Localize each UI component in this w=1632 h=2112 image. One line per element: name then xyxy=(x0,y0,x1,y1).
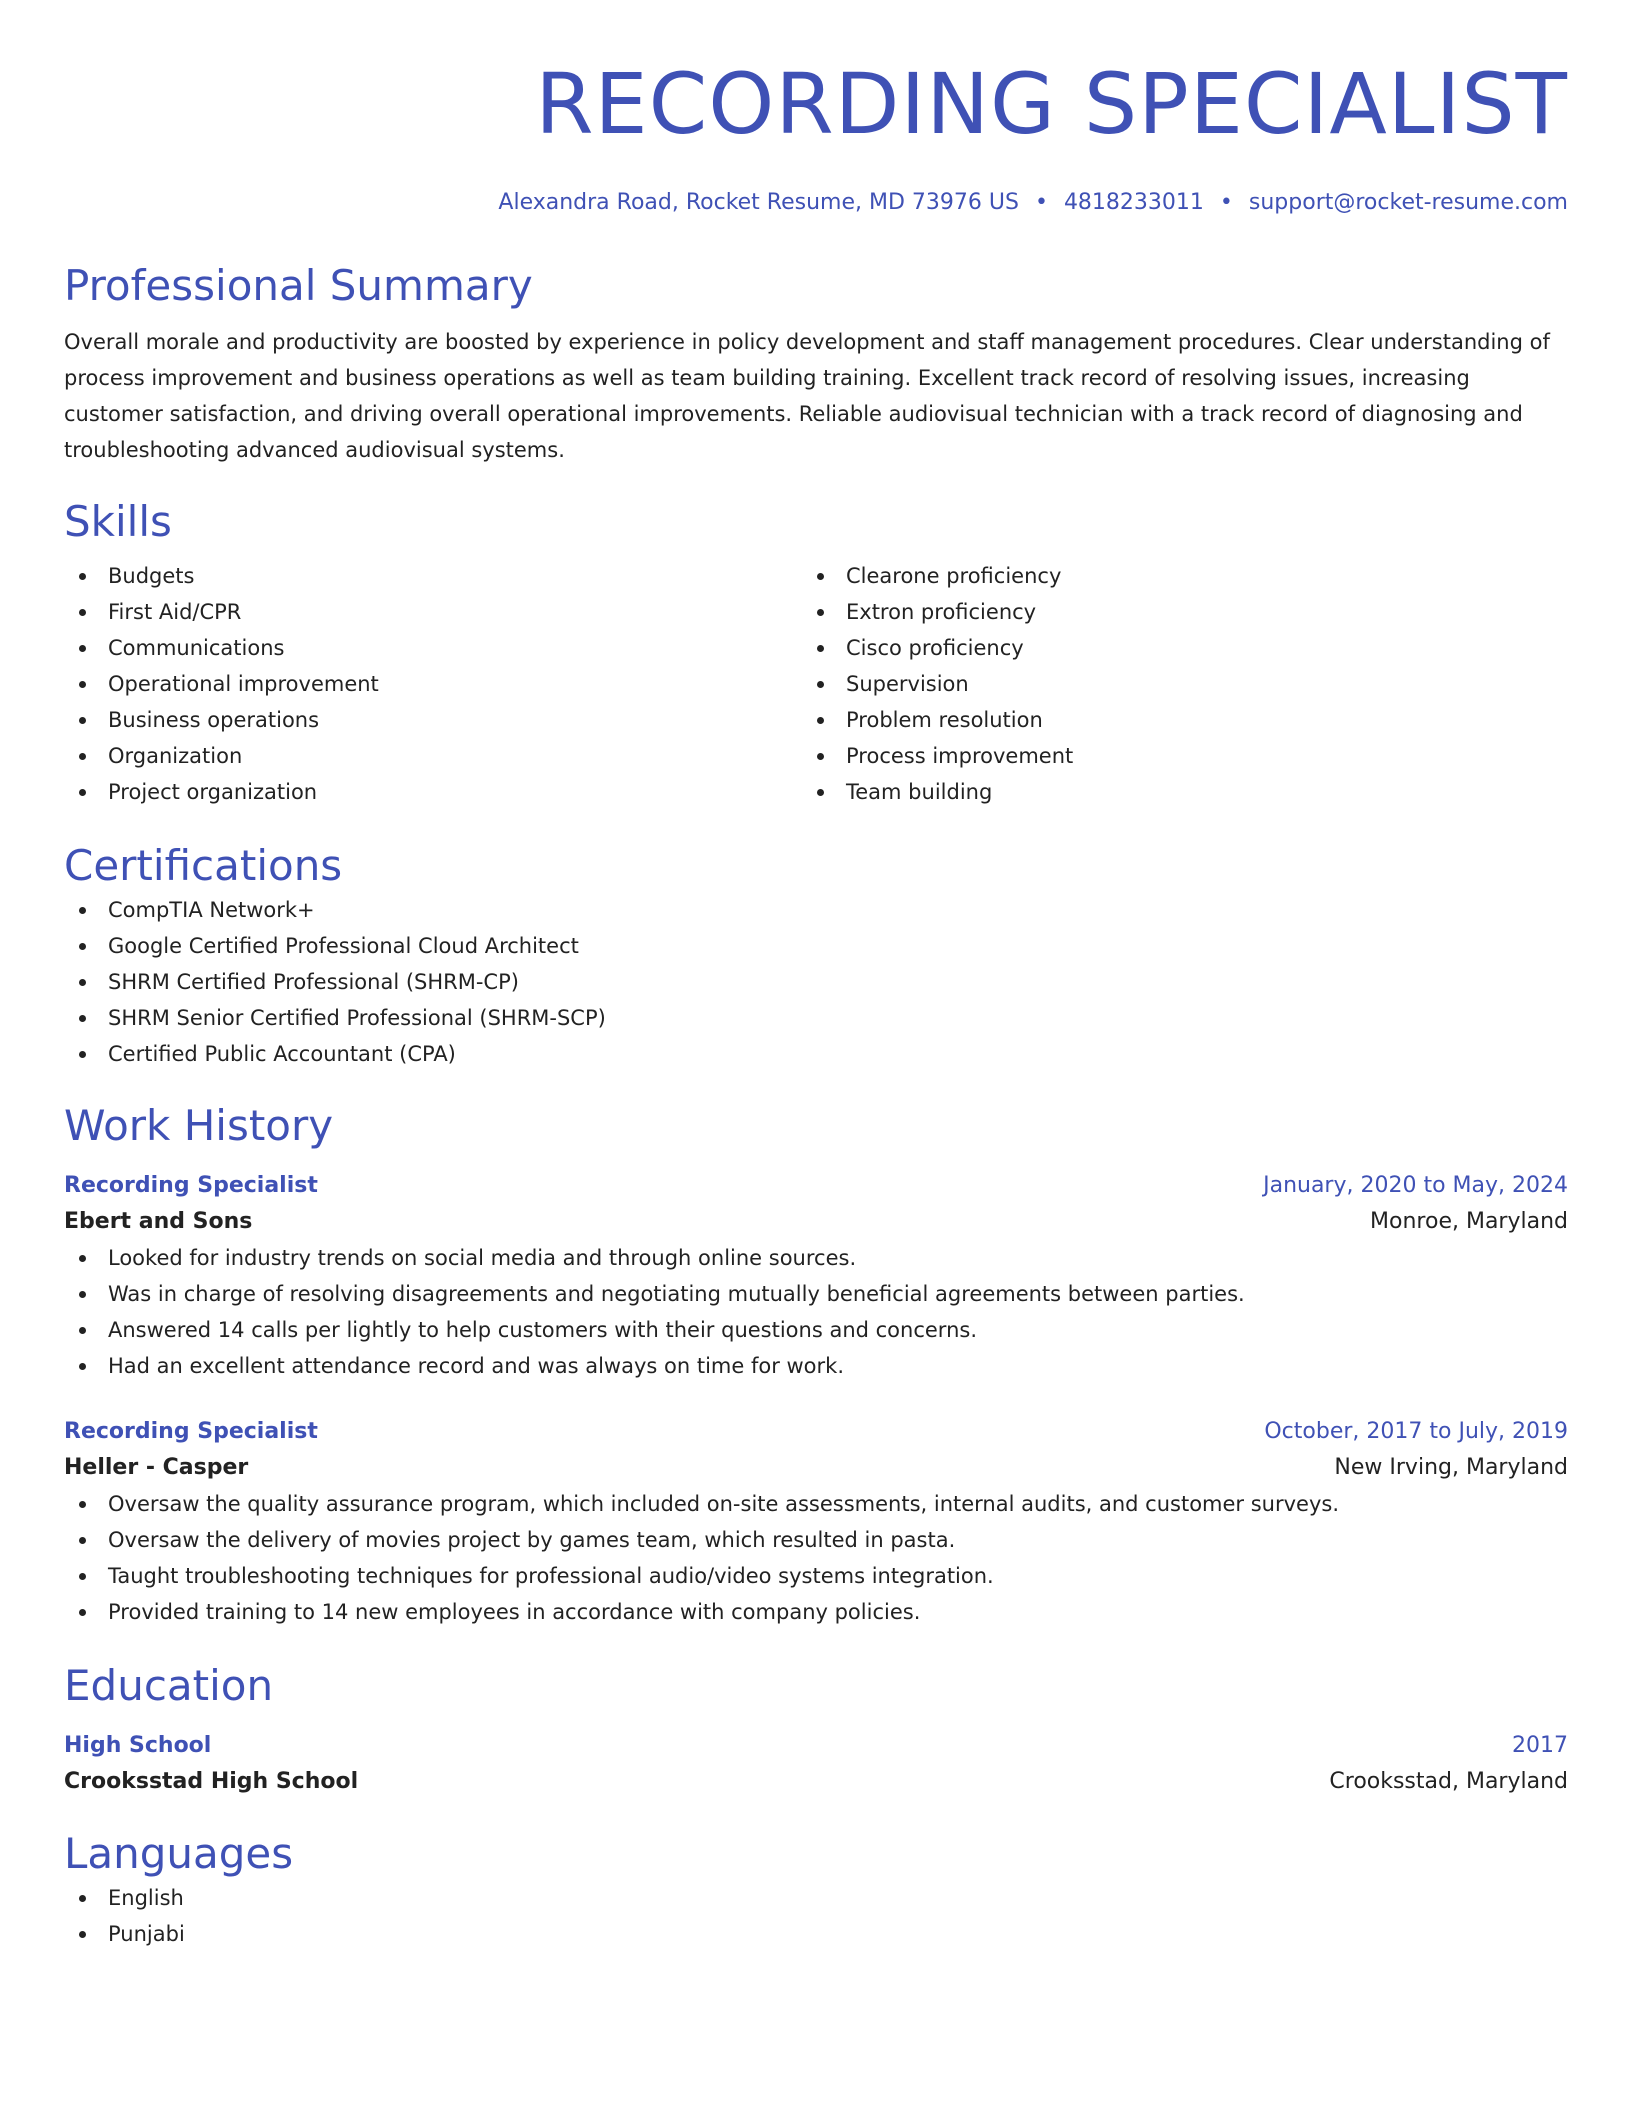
bullet-icon xyxy=(79,943,86,950)
skill-item: Project organization xyxy=(64,774,802,810)
skill-item: Problem resolution xyxy=(802,702,1540,738)
job-location: Monroe, Maryland xyxy=(1370,1209,1568,1234)
work-history-heading: Work History xyxy=(64,1101,334,1150)
certification-item: SHRM Certified Professional (SHRM-CP) xyxy=(64,964,1568,1000)
skills-column-left xyxy=(64,558,802,810)
bullet-icon xyxy=(817,645,824,652)
bullet-icon xyxy=(79,573,86,580)
bullet-icon xyxy=(79,1327,86,1334)
job-entry xyxy=(64,1168,1568,1384)
contact-separator: • xyxy=(1219,190,1233,215)
job-role: Recording Specialist xyxy=(64,1419,318,1444)
bullet-icon xyxy=(79,753,86,760)
education-header-row xyxy=(64,1728,1568,1764)
bullet-icon xyxy=(79,1895,86,1902)
job-company-row xyxy=(64,1204,1568,1240)
job-bullet: Provided training to 14 new employees in accordance with company policies. xyxy=(64,1594,1568,1630)
bullet-icon xyxy=(79,1537,86,1544)
certification-item: SHRM Senior Certified Professional (SHRM-SCP) xyxy=(64,1000,1568,1036)
skill-item: Budgets xyxy=(64,558,802,594)
job-header-row xyxy=(64,1168,1568,1204)
bullet-icon xyxy=(79,1609,86,1616)
skills-grid xyxy=(64,558,1568,810)
skill-item: Cisco proficiency xyxy=(802,630,1540,666)
skill-item: First Aid/CPR xyxy=(64,594,802,630)
certifications-list xyxy=(64,892,1568,1072)
bullet-icon xyxy=(817,681,824,688)
skill-item: Clearone proficiency xyxy=(802,558,1540,594)
education-year: 2017 xyxy=(1512,1733,1568,1758)
skill-item: Extron proficiency xyxy=(802,594,1540,630)
job-bullet: Had an excellent attendance record and was always on time for work. xyxy=(64,1348,1568,1384)
bullet-icon xyxy=(79,645,86,652)
bullet-icon xyxy=(79,1291,86,1298)
bullet-icon xyxy=(79,681,86,688)
skills-list-right xyxy=(802,558,1540,810)
skill-item: Process improvement xyxy=(802,738,1540,774)
bullet-icon xyxy=(79,1573,86,1580)
skills-column-right xyxy=(802,558,1540,810)
skill-item: Business operations xyxy=(64,702,802,738)
job-bullet: Taught troubleshooting techniques for professional audio/video systems integration. xyxy=(64,1558,1568,1594)
job-bullet: Was in charge of resolving disagreements and negotiating mutually beneficial agreements between parties. xyxy=(64,1276,1568,1312)
bullet-icon xyxy=(79,1501,86,1508)
bullet-icon xyxy=(79,979,86,986)
summary-heading: Professional Summary xyxy=(64,261,533,310)
job-company: Ebert and Sons xyxy=(64,1209,253,1234)
education-degree: High School xyxy=(64,1733,212,1758)
bullet-icon xyxy=(79,609,86,616)
bullet-icon xyxy=(79,1363,86,1370)
bullet-icon xyxy=(817,609,824,616)
education-school: Crooksstad High School xyxy=(64,1769,359,1794)
job-bullets xyxy=(64,1486,1568,1630)
job-bullet: Oversaw the quality assurance program, which included on-site assessments, internal audits, and customer surveys. xyxy=(64,1486,1568,1522)
contact-separator: • xyxy=(1034,190,1048,215)
summary-text: Overall morale and productivity are boosted by experience in policy development and staff management procedures. Clear understanding of process improvement and business operations as well as team building training. Excellent track record of resolving issues, increasing customer satisfaction, and driving overall operational improvements. Reliable audiovisual technician with a track record of diagnosing and troubleshooting advanced audiovisual systems. xyxy=(64,330,1550,462)
job-bullet: Oversaw the delivery of movies project by games team, which resulted in pasta. xyxy=(64,1522,1568,1558)
skill-item: Supervision xyxy=(802,666,1540,702)
languages-list xyxy=(64,1880,1568,1952)
bullet-icon xyxy=(817,717,824,724)
skill-item: Organization xyxy=(64,738,802,774)
bullet-icon xyxy=(817,753,824,760)
skill-item: Communications xyxy=(64,630,802,666)
education-heading: Education xyxy=(64,1661,274,1710)
certifications-heading: Certifications xyxy=(64,841,343,890)
job-dates: January, 2020 to May, 2024 xyxy=(1263,1173,1568,1198)
certification-item: CompTIA Network+ xyxy=(64,892,1568,928)
job-entry xyxy=(64,1414,1568,1630)
bullet-icon xyxy=(79,1051,86,1058)
resume-header xyxy=(64,54,1568,218)
candidate-title: RECORDING SPECIALIST xyxy=(535,55,1568,153)
skill-item: Team building xyxy=(802,774,1540,810)
bullet-icon xyxy=(79,789,86,796)
job-company: Heller - Casper xyxy=(64,1455,249,1480)
contact-phone: 4818233011 xyxy=(1063,190,1204,215)
job-location: New Irving, Maryland xyxy=(1334,1455,1568,1480)
job-role: Recording Specialist xyxy=(64,1173,318,1198)
job-bullets xyxy=(64,1240,1568,1384)
education-entry xyxy=(64,1728,1568,1800)
skill-item: Operational improvement xyxy=(64,666,802,702)
bullet-icon xyxy=(817,789,824,796)
certification-item: Certified Public Accountant (CPA) xyxy=(64,1036,1568,1072)
education-location: Crooksstad, Maryland xyxy=(1329,1769,1568,1794)
bullet-icon xyxy=(79,1255,86,1262)
job-dates: October, 2017 to July, 2019 xyxy=(1264,1419,1568,1444)
contact-email: support@rocket-resume.com xyxy=(1248,190,1568,215)
bullet-icon xyxy=(817,573,824,580)
education-school-row xyxy=(64,1764,1568,1800)
bullet-icon xyxy=(79,1015,86,1022)
certification-item: Google Certified Professional Cloud Architect xyxy=(64,928,1568,964)
job-bullet: Looked for industry trends on social media and through online sources. xyxy=(64,1240,1568,1276)
bullet-icon xyxy=(79,907,86,914)
bullet-icon xyxy=(79,717,86,724)
bullet-icon xyxy=(79,1931,86,1938)
job-company-row xyxy=(64,1450,1568,1486)
contact-address: Alexandra Road, Rocket Resume, MD 73976 US xyxy=(498,190,1019,215)
skills-heading: Skills xyxy=(64,497,172,546)
job-header-row xyxy=(64,1414,1568,1450)
languages-heading: Languages xyxy=(64,1829,294,1878)
contact-line xyxy=(64,188,1568,218)
language-item: Punjabi xyxy=(64,1916,1568,1952)
job-bullet: Answered 14 calls per lightly to help customers with their questions and concerns. xyxy=(64,1312,1568,1348)
language-item: English xyxy=(64,1880,1568,1916)
skills-list-left xyxy=(64,558,802,810)
